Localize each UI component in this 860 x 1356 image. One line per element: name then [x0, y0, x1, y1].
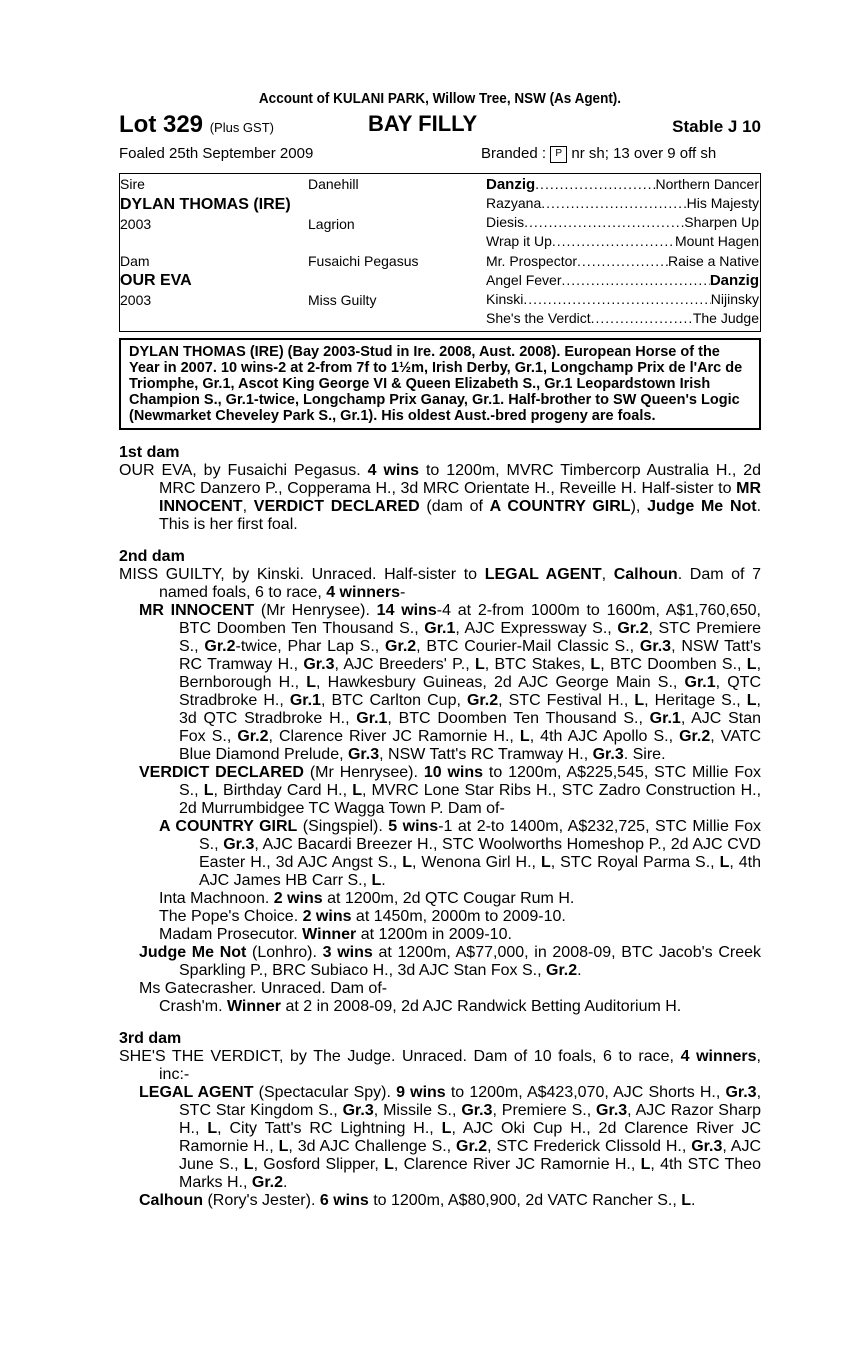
sire-label: Sire: [120, 176, 145, 192]
third-dam-progeny: [119, 1084, 761, 1210]
grandparent-name: Diesis: [486, 214, 525, 230]
lot-note: (Plus GST): [209, 120, 274, 135]
grandparent-name: Wrap it Up: [486, 233, 552, 249]
grandparent-name: Razyana: [486, 195, 542, 211]
first-dam-heading: 1st dam: [119, 444, 180, 461]
leader-dots: [561, 272, 709, 289]
dam-sire: Fusaichi Pegasus: [308, 253, 419, 269]
dam-label: Dam: [120, 253, 150, 269]
progeny-entry: Ms Gatecrasher. Unraced. Dam of-: [139, 980, 388, 997]
second-dam-progeny: [119, 602, 761, 1016]
sire-sire: Danehill: [308, 176, 359, 192]
sire-name: DYLAN THOMAS (IRE): [120, 196, 291, 213]
leader-dots: [524, 214, 684, 230]
grandparent-row: [486, 233, 759, 249]
second-dam-intro: MISS GUILTY, by Kinski. Unraced. Half-sister to LEGAL AGENT, Calhoun. Dam of 7 named foals, 6 to race, 4 winners-: [119, 566, 762, 601]
great-grandsire-name: Sharpen Up: [684, 214, 759, 230]
progeny-entry: Calhoun (Rory's Jester). 6 wins to 1200m, A$80,900, 2d VATC Rancher S., L.: [139, 1192, 696, 1209]
progeny-entry: A COUNTRY GIRL (Singspiel). 5 wins-1 at 2-to 1400m, A$232,725, STC Millie Fox S., Gr.3, AJC Bacardi Breezer H., STC Woolworths Homeshop P., 2d AJC CVD Easter H., 3d AJC Angst S., L, Wenona Girl H., L, STC Royal Parma S., L, 4th AJC James HB Carr S., L.: [159, 818, 762, 889]
progeny-entry: The Pope's Choice. 2 wins at 1450m, 2000m to 2009-10.: [159, 908, 566, 925]
great-grandsire-name: Northern Dancer: [655, 176, 759, 192]
leader-dots: [552, 233, 675, 249]
grandparent-name: Angel Fever: [486, 272, 562, 288]
third-dam-section: [119, 1030, 761, 1210]
dam-dam: Miss Guilty: [308, 292, 377, 308]
third-dam-intro: SHE'S THE VERDICT, by The Judge. Unraced. Dam of 10 foals, 6 to race, 4 winners, inc:-: [119, 1048, 761, 1083]
pedigree-table: [119, 173, 761, 332]
grandparent-row: [486, 176, 759, 193]
progeny-entry: VERDICT DECLARED (Mr Henrysee). 10 wins to 1200m, A$225,545, STC Millie Fox S., L, Birthday Card H., L, MVRC Lone Star Ribs H., STC Zadro Construction H., 2d Murrumbidgee TC Wagga Town P. Dam of-: [139, 764, 762, 817]
sire-note: DYLAN THOMAS (IRE) (Bay 2003-Stud in Ire. 2008, Aust. 2008). European Horse of the Year in 2007. 10 wins-2 at 2-from 7f to 1½m, Irish Derby, Gr.1, Longchamp Prix de l'Arc de Triomphe, Gr.1, Ascot King George VI & Queen Elizabeth S., Gr.1 Leopardstown Irish Champion S., Gr.1-twice, Longchamp Prix Ganay, Gr.1. Half-brother to SW Queen's Logic (Newmarket Cheveley Park S., Gr.1). His oldest Aust.-bred progeny are foals.: [119, 338, 761, 430]
dam-year: 2003: [120, 292, 152, 308]
stable-location: Stable J 10: [672, 117, 761, 136]
lot-number: Lot 329 (Plus GST): [119, 111, 274, 138]
grandparent-name: She's the Verdict: [486, 310, 591, 326]
horse-title: BAY FILLY: [368, 111, 478, 136]
great-grandsire-name: Mount Hagen: [674, 233, 759, 249]
great-grandsire-name: The Judge: [692, 310, 759, 326]
grandparent-name: Mr. Prospector: [486, 253, 578, 269]
branded-info: Branded : P nr sh; 13 over 9 off sh: [481, 145, 717, 162]
sire-year: 2003: [120, 216, 152, 232]
great-grandsire-name: Danzig: [709, 272, 759, 289]
catalogue-page: [119, 90, 761, 1210]
second-dam-section: [119, 548, 761, 1016]
great-grandsire-name: Raise a Native: [667, 253, 759, 269]
third-dam-heading: 3rd dam: [119, 1030, 182, 1047]
grandparent-row: [486, 310, 759, 326]
brand-mark-icon: P: [550, 146, 567, 163]
grandparent-row: [486, 195, 759, 211]
dam-name: OUR EVA: [120, 272, 192, 289]
grandparent-row: [486, 214, 759, 230]
leader-dots: [535, 176, 655, 193]
great-grandsire-name: Nijinsky: [710, 291, 759, 307]
grandparent-row: [486, 253, 759, 269]
leader-dots: [523, 291, 710, 307]
grandparent-name: Danzig: [486, 176, 536, 193]
grandparent-row: [486, 272, 759, 289]
first-dam-text: OUR EVA, by Fusaichi Pegasus. 4 wins to 1200m, MVRC Timbercorp Australia H., 2d MRC Danzero P., Copperama H., 3d MRC Orientate H., Reveille H. Half-sister to MR INNOCENT, VERDICT DECLARED (dam of A COUNTRY GIRL), Judge Me Not. This is her first foal.: [119, 462, 762, 533]
sire-dam: Lagrion: [308, 216, 355, 232]
first-dam-section: [119, 444, 761, 534]
great-grandsire-name: His Majesty: [686, 195, 759, 211]
progeny-entry: Inta Machnoon. 2 wins at 1200m, 2d QTC Cougar Rum H.: [159, 890, 575, 907]
progeny-entry: Judge Me Not (Lonhro). 3 wins at 1200m, A$77,000, in 2008-09, BTC Jacob's Creek Sparkling P., BRC Subiaco H., 3d AJC Stan Fox S., Gr.2.: [139, 944, 762, 979]
foaled-line: [119, 141, 761, 165]
grandparent-name: Kinski: [486, 291, 524, 307]
second-dam-heading: 2nd dam: [119, 548, 185, 565]
leader-dots: [577, 253, 668, 269]
leader-dots: [541, 195, 686, 211]
lot-header: [119, 111, 761, 141]
grandparent-row: [486, 291, 759, 307]
progeny-entry: LEGAL AGENT (Spectacular Spy). 9 wins to 1200m, A$423,070, AJC Shorts H., Gr.3, STC Star Kingdom S., Gr.3, Missile S., Gr.3, Premiere S., Gr.3, AJC Razor Sharp H., L, City Tatt's RC Lightning H., L, AJC Oki Cup H., 2d Clarence River JC Ramornie H., L, 3d AJC Challenge S., Gr.2, STC Frederick Clissold H., Gr.3, AJC June S., L, Gosford Slipper, L, Clarence River JC Ramornie H., L, 4th STC Theo Marks H., Gr.2.: [139, 1084, 762, 1191]
progeny-entry: MR INNOCENT (Mr Henrysee). 14 wins-4 at 2-from 1000m to 1600m, A$1,760,650, BTC Doomben Ten Thousand S., Gr.1, AJC Expressway S., Gr.2, STC Premiere S., Gr.2-twice, Phar Lap S., Gr.2, BTC Courier-Mail Classic S., Gr.3, NSW Tatt's RC Tramway H., Gr.3, AJC Breeders' P., L, BTC Stakes, L, BTC Doomben S., L, Bernborough H., L, Hawkesbury Guineas, 2d AJC George Main S., Gr.1, QTC Stradbroke H., Gr.1, BTC Carlton Cup, Gr.2, STC Festival H., L, Heritage S., L, 3d QTC Stradbroke H., Gr.1, BTC Doomben Ten Thousand S., Gr.1, AJC Stan Fox S., Gr.2, Clarence River JC Ramornie H., L, 4th AJC Apollo S., Gr.2, VATC Blue Diamond Prelude, Gr.3, NSW Tatt's RC Tramway H., Gr.3. Sire.: [139, 602, 762, 763]
progeny-entry: Crash'm. Winner at 2 in 2008-09, 2d AJC Randwick Betting Auditorium H.: [159, 998, 682, 1015]
progeny-entry: Madam Prosecutor. Winner at 1200m in 2009-10.: [159, 926, 512, 943]
foaled-date: Foaled 25th September 2009: [119, 145, 314, 162]
vendor-account: Account of KULANI PARK, Willow Tree, NSW (As Agent).: [258, 90, 622, 107]
leader-dots: [591, 310, 693, 326]
